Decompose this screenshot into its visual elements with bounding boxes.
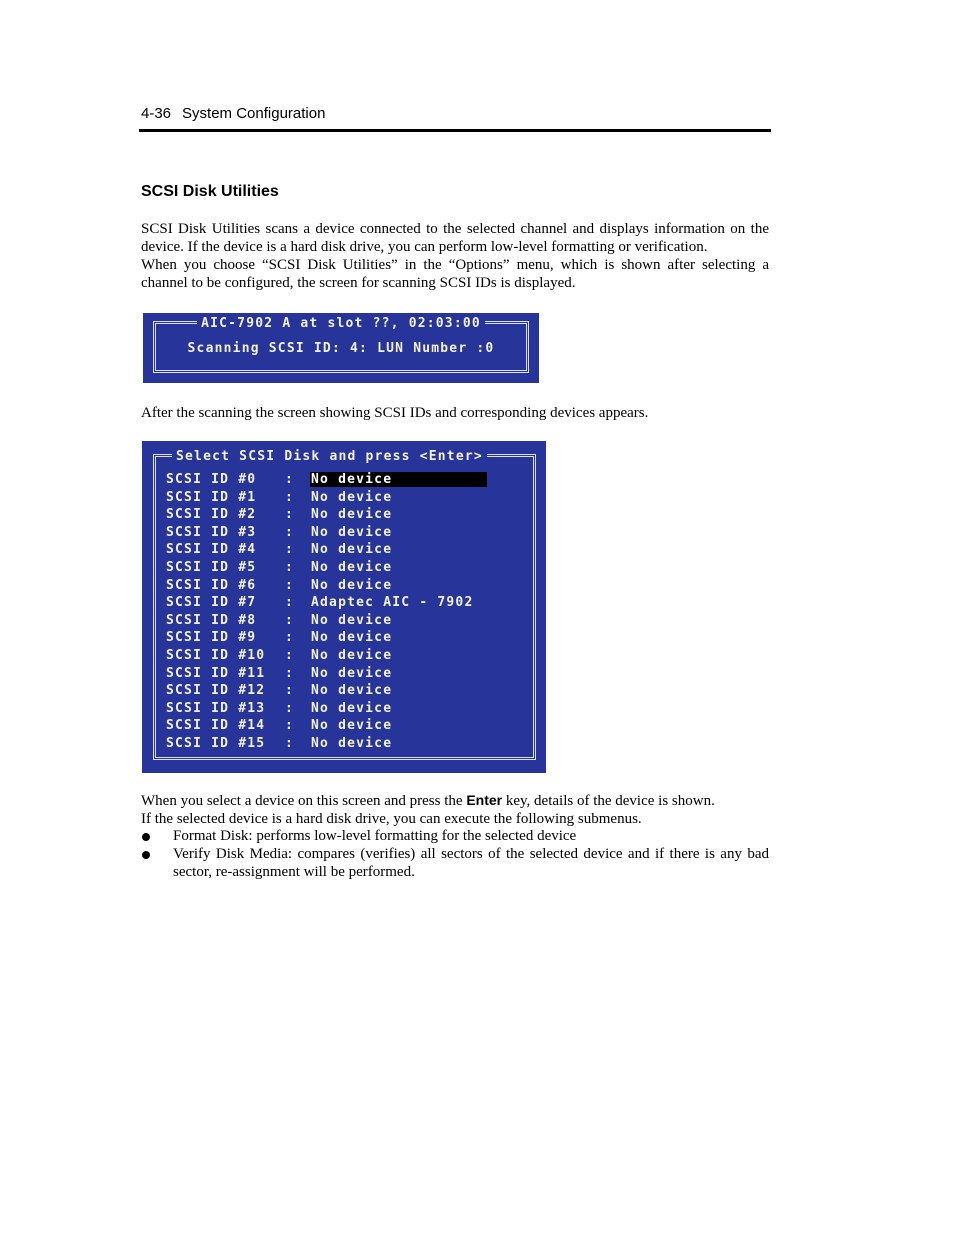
- after-scan-paragraph: After the scanning the screen showing SCSI IDs and corresponding devices appears.: [141, 405, 649, 421]
- bullet-text: Format Disk: performs low-level formatting for the selected device: [173, 828, 577, 844]
- scsi-device-name: No device: [311, 577, 393, 593]
- scsi-device-name: No device: [311, 735, 393, 751]
- scsi-id-separator: :: [285, 577, 295, 593]
- scsi-device-name: No device: [311, 559, 393, 575]
- scsi-id-label: SCSI ID #15: [166, 735, 266, 751]
- scsi-device-name: No device: [310, 472, 487, 487]
- header-rule: [139, 129, 771, 132]
- scsi-id-label: SCSI ID #14: [166, 718, 266, 734]
- scsi-id-label: SCSI ID #6: [166, 577, 257, 593]
- select-instructions-paragraph: [141, 791, 769, 828]
- bullet-dot-icon: [142, 833, 150, 841]
- scsi-device-name: No device: [311, 612, 393, 628]
- scan-title-text: AIC-7902 A at slot ??, 02:03:00: [197, 316, 485, 331]
- bullet-dot-icon: [142, 851, 150, 859]
- scsi-id-separator: :: [285, 559, 295, 575]
- scsi-id-separator: :: [285, 524, 295, 540]
- scsi-id-separator: :: [285, 700, 295, 716]
- scsi-id-separator: :: [285, 683, 295, 699]
- scsi-id-label: SCSI ID #0: [166, 472, 257, 487]
- scsi-id-label: SCSI ID #11: [166, 665, 266, 681]
- scan-screen: [143, 313, 539, 383]
- submenu-bullet-list: [141, 827, 769, 881]
- scsi-id-separator: :: [285, 595, 295, 611]
- header-section-title: System Configuration: [182, 105, 326, 122]
- scsi-device-name: Adaptec AIC - 7902: [311, 595, 474, 611]
- scsi-device-name: No device: [311, 507, 393, 523]
- scsi-id-separator: :: [285, 735, 295, 751]
- scsi-id-separator: :: [285, 718, 295, 734]
- scsi-id-label: SCSI ID #3: [166, 524, 257, 540]
- intro-paragraph: [141, 220, 769, 292]
- scsi-id-separator: :: [285, 612, 295, 628]
- scsi-id-label: SCSI ID #8: [166, 612, 257, 628]
- scsi-device-name: No device: [311, 630, 393, 646]
- scsi-device-name: No device: [311, 489, 393, 505]
- scsi-device-name: No device: [311, 542, 393, 558]
- scsi-id-label: SCSI ID #4: [166, 542, 257, 558]
- scsi-id-label: SCSI ID #2: [166, 507, 257, 523]
- scsi-device-name: No device: [311, 647, 393, 663]
- section-heading: SCSI Disk Utilities: [141, 183, 279, 200]
- scsi-device-name: No device: [311, 700, 393, 716]
- scsi-id-separator: :: [285, 507, 295, 523]
- bullet-text: Verify Disk Media: compares (verifies) all sectors of the selected device and if there is any bad sector, re-assignment will be performed.: [173, 846, 769, 880]
- select-title-text: Select SCSI Disk and press <Enter>: [172, 449, 487, 464]
- select-disk-screen: [142, 441, 546, 773]
- enter-key-label: Enter: [466, 792, 503, 808]
- instructions-before-key: When you select a device on this screen and press the: [141, 793, 467, 809]
- scan-screen-title: [143, 316, 539, 331]
- scsi-device-name: No device: [311, 718, 393, 734]
- intro-text-line1: SCSI Disk Utilities scans a device connected to the selected channel and displays information on the device. If the device is a hard disk drive, you can perform low-level formatting or verification.: [141, 221, 769, 255]
- scsi-id-label: SCSI ID #1: [166, 489, 257, 505]
- instructions-line1: [141, 791, 769, 810]
- scsi-id-separator: :: [285, 489, 295, 505]
- scan-status-text: Scanning SCSI ID: 4: LUN Number :0: [187, 341, 495, 356]
- scsi-device-name: No device: [311, 665, 393, 681]
- scsi-id-label: SCSI ID #7: [166, 595, 257, 611]
- scsi-id-label: SCSI ID #13: [166, 700, 266, 716]
- scsi-id-separator: :: [285, 665, 295, 681]
- scsi-id-label: SCSI ID #10: [166, 647, 266, 663]
- intro-text-line2: When you choose “SCSI Disk Utilities” in the “Options” menu, which is shown after selecting a channel to be configured, the screen for scanning SCSI IDs is displayed.: [141, 257, 769, 291]
- scsi-device-name: No device: [311, 683, 393, 699]
- scsi-device-name: No device: [311, 524, 393, 540]
- scsi-id-separator: :: [285, 542, 295, 558]
- scsi-id-separator: :: [285, 647, 295, 663]
- bullet-format-disk: [141, 827, 769, 845]
- instructions-after-key: key, details of the device is shown.: [502, 793, 715, 809]
- select-screen-title: [172, 449, 487, 464]
- scsi-id-label: SCSI ID #5: [166, 559, 257, 575]
- scsi-id-label: SCSI ID #9: [166, 630, 257, 646]
- bullet-verify-disk-media: [141, 845, 769, 881]
- page-number: 4-36: [141, 105, 172, 122]
- scsi-id-separator: :: [285, 472, 295, 487]
- page-header: [141, 105, 325, 122]
- instructions-line2: If the selected device is a hard disk drive, you can execute the following submenus.: [141, 811, 642, 827]
- scsi-id-separator: :: [285, 630, 295, 646]
- scsi-id-label: SCSI ID #12: [166, 683, 266, 699]
